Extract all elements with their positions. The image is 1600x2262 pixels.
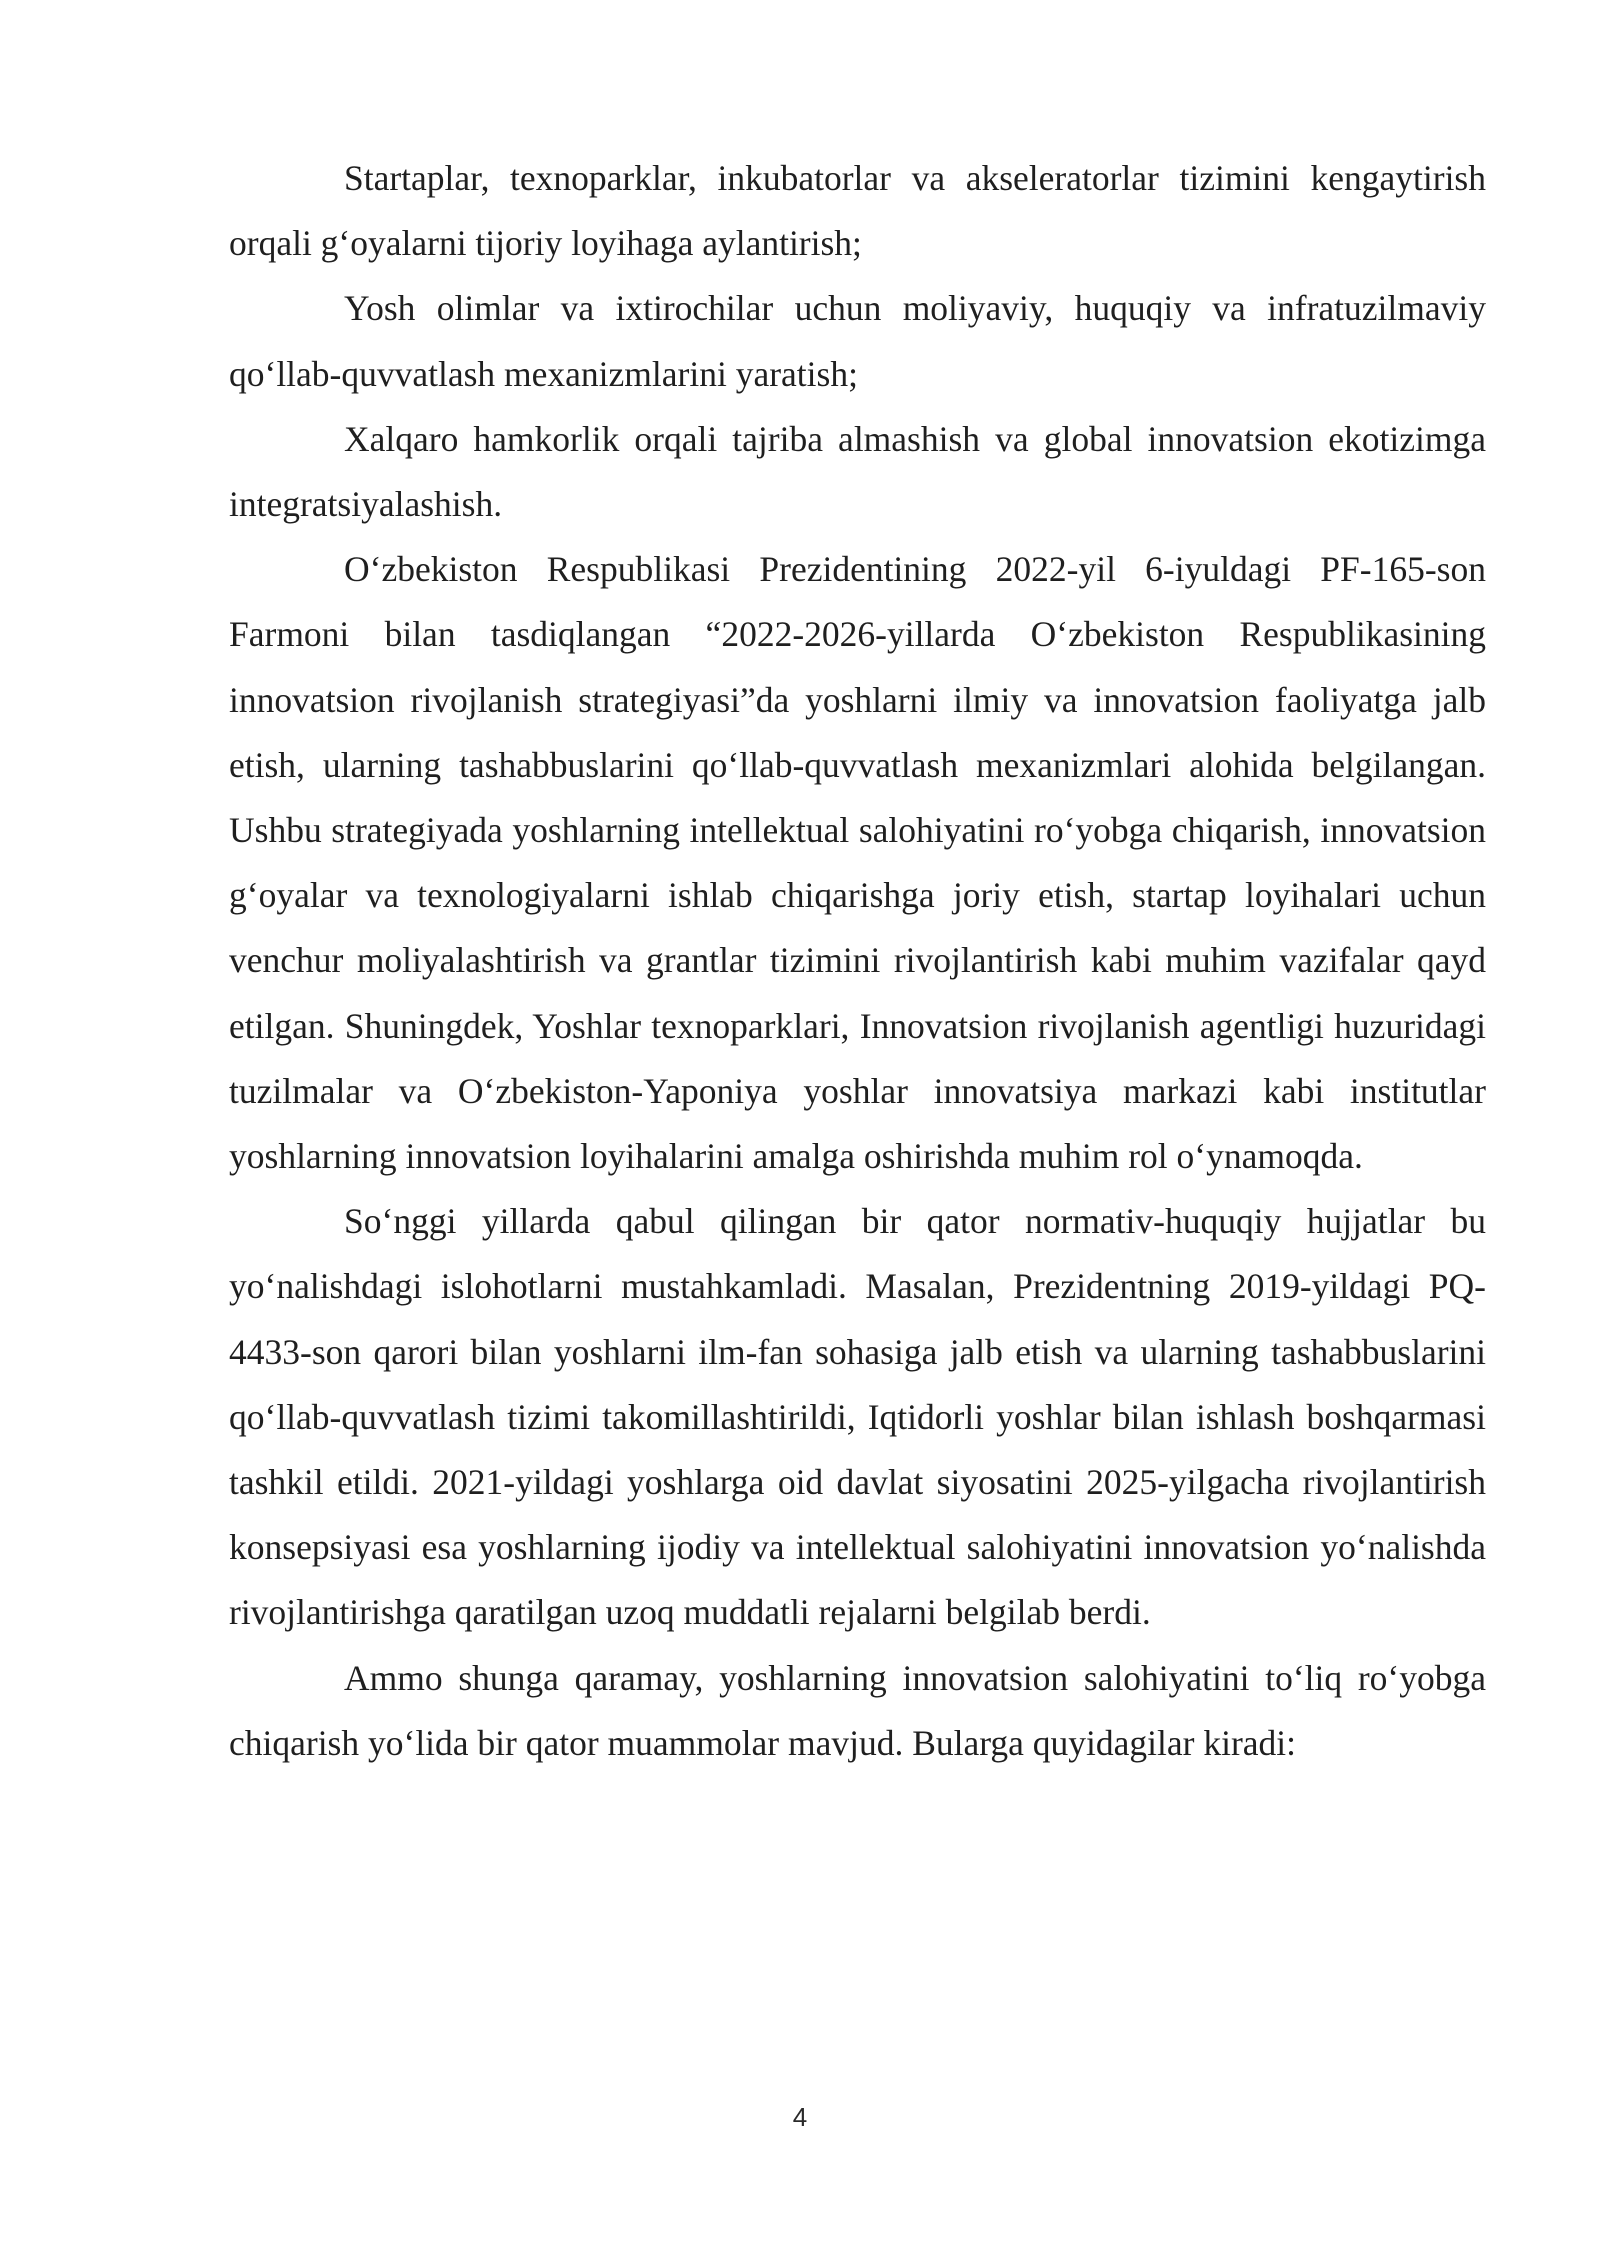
paragraph-startups: Startaplar, texnoparklar, inkubatorlar va akseleratorlar tizimini kengaytirish orqali g‘oyalarni tijoriy loyihaga aylantirish;: [229, 158, 1486, 264]
page-body: [229, 146, 1486, 1776]
paragraph-problems-intro: Ammo shunga qaramay, yoshlarning innovatsion salohiyatini to‘liq ro‘yobga chiqarish yo‘lida bir qator muammolar mavjud. Bularga quyidagilar kiradi:: [229, 1657, 1486, 1763]
paragraph-young-scientists: Yosh olimlar va ixtirochilar uchun moliyaviy, huquqiy va infratuzilmaviy qo‘llab-quvvatlash mexanizmlarini yaratish;: [229, 288, 1486, 394]
paragraph-presidential-decree: O‘zbekiston Respublikasi Prezidentining 2022-yil 6-iyuldagi PF-165-son Farmoni bilan tasdiqlangan “2022-2026-yillarda O‘zbekiston Respublikasining innovatsion rivojlanish strategiyasi”da yoshlarni ilmiy va innovatsion faoliyatga jalb etish, ularning tashabbuslarini qo‘llab-quvvatlash mexanizmlari alohida belgilangan. Ushbu strategiyada yoshlarning intellektual salohiyatini ro‘yobga chiqarish, innovatsion g‘oyalar va texnologiyalarni ishlab chiqarishga joriy etish, startap loyihalari uchun venchur moliyalashtirish va grantlar tizimini rivojlantirish kabi muhim vazifalar qayd etilgan. Shuningdek, Yoshlar texnoparklari, Innovatsion rivojlanish agentligi huzuridagi tuzilmalar va O‘zbekiston-Yaponiya yoshlar innovatsiya markazi kabi institutlar yoshlarning innovatsion loyihalarini amalga oshirishda muhim rol o‘ynamoqda.: [229, 549, 1486, 1177]
paragraph-legal-documents: So‘nggi yillarda qabul qilingan bir qator normativ-huquqiy hujjatlar bu yo‘nalishdagi islohotlarni mustahkamladi. Masalan, Prezidentning 2019-yildagi PQ-4433-son qarori bilan yoshlarni ilm-fan sohasiga jalb etish va ularning tashabbuslarini qo‘llab-quvvatlash tizimi takomillashtirildi, Iqtidorli yoshlar bilan ishlash boshqarmasi tashkil etildi. 2021-yildagi yoshlarga oid davlat siyosatini 2025-yilgacha rivojlantirish konsepsiyasi esa yoshlarning ijodiy va intellektual salohiyatini innovatsion yo‘nalishda rivojlantirishga qaratilgan uzoq muddatli rejalarni belgilab berdi.: [229, 1201, 1486, 1633]
paragraph-international-cooperation: Xalqaro hamkorlik orqali tajriba almashish va global innovatsion ekotizimga integratsiyalashish.: [229, 418, 1486, 525]
page-number: 4: [792, 2102, 808, 2132]
